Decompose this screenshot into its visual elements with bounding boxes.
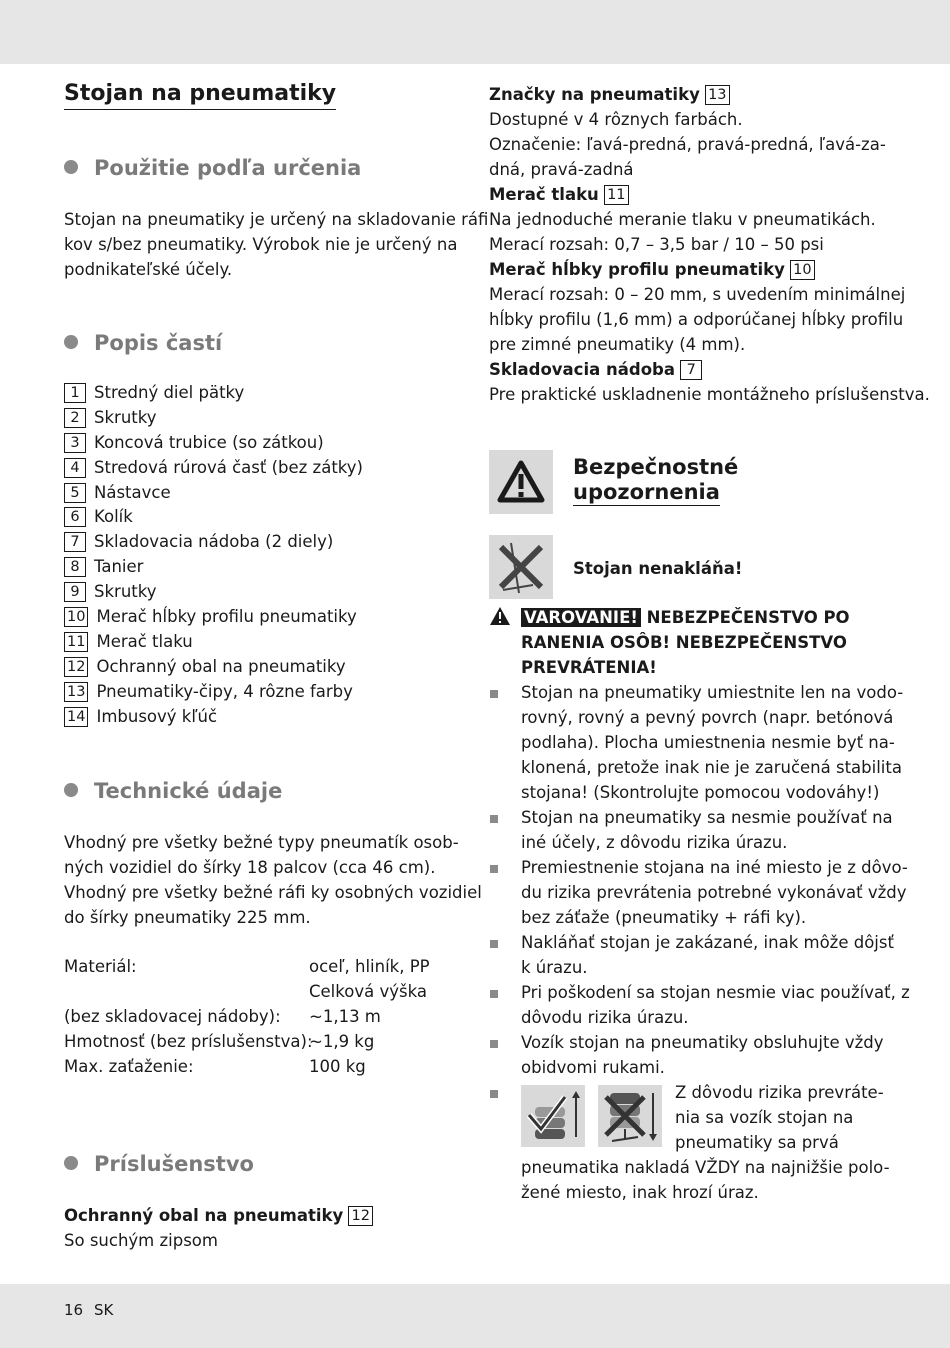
no-tilt-label: Stojan nenakláňa! bbox=[573, 559, 743, 578]
part-label: Pneumatiky-čipy, 4 rôzne farby bbox=[96, 681, 353, 701]
section-heading-text: Použitie podľa určenia bbox=[94, 156, 362, 180]
section-bullet-icon bbox=[64, 783, 78, 797]
safety-bullet-item bbox=[489, 980, 910, 1030]
accessory-title bbox=[489, 357, 930, 382]
section-bullet-icon bbox=[64, 160, 78, 174]
part-label: Imbusový kľúč bbox=[96, 706, 218, 726]
text-line: dôvodu rizika úrazu. bbox=[521, 1008, 689, 1027]
text-line: stojana! (Skontrolujte pomocou vodováhy!) bbox=[521, 783, 880, 802]
part-label: Skrutky bbox=[94, 582, 157, 602]
part-number-badge: 5 bbox=[64, 483, 86, 503]
accessory-title-text: Merač tlaku bbox=[489, 185, 599, 204]
part-number-badge: 9 bbox=[64, 582, 86, 602]
page-footer-band bbox=[0, 1284, 950, 1348]
warning-text: RANENIA OSÔB! NEBEZPEČENSTVO bbox=[521, 633, 847, 652]
no-tilt-icon bbox=[489, 535, 553, 599]
part-label: Merač hĺbky profilu pneumatiky bbox=[96, 607, 357, 627]
tech-text bbox=[64, 830, 482, 930]
accessory-text-line: pre zimné pneumatiky (4 mm). bbox=[489, 335, 746, 354]
accessory-title-text: Značky na pneumatiky bbox=[489, 85, 700, 104]
spec-value: ~1,13 m bbox=[309, 1007, 381, 1026]
text-line: Stojan na pneumatiky sa nesmie používať na bbox=[521, 808, 893, 827]
spec-row bbox=[64, 1029, 464, 1054]
warning-text: PREVRÁTENIA! bbox=[521, 658, 657, 677]
accessory-title bbox=[489, 182, 930, 207]
accessory-text-line: Merací rozsah: 0 – 20 mm, s uvedením minimálnej bbox=[489, 285, 906, 304]
accessory-title bbox=[64, 1203, 373, 1228]
text-line: pneumatika nakladá VŽDY na najnižšie polo- bbox=[521, 1158, 890, 1177]
part-number-badge: 6 bbox=[64, 507, 86, 527]
square-bullet-icon bbox=[490, 990, 498, 998]
warning-line bbox=[489, 605, 850, 630]
parts-list-item bbox=[64, 580, 363, 605]
section-heading-text: Príslušenstvo bbox=[94, 1152, 254, 1176]
page-number: 16 bbox=[64, 1301, 84, 1319]
square-bullet-icon bbox=[490, 1090, 498, 1098]
text-line: podnikateľské účely. bbox=[64, 260, 233, 279]
section-bullet-icon bbox=[64, 1156, 78, 1170]
section-heading-text: Technické údaje bbox=[94, 779, 283, 803]
spec-table bbox=[64, 954, 464, 1079]
text-line: nia sa vozík stojan na bbox=[675, 1108, 854, 1127]
spec-row bbox=[64, 954, 464, 979]
spec-value: oceľ, hliník, PP bbox=[309, 957, 430, 976]
square-bullet-icon bbox=[490, 940, 498, 948]
part-number-badge: 7 bbox=[64, 532, 86, 552]
accessory-title-text: Skladovacia nádoba bbox=[489, 360, 675, 379]
section-heading-text: Popis častí bbox=[94, 331, 223, 355]
section-heading-accessories bbox=[64, 1151, 254, 1177]
part-number-badge: 13 bbox=[705, 85, 729, 105]
spec-key: Materiál: bbox=[64, 957, 137, 976]
parts-list-item bbox=[64, 505, 363, 530]
section-heading-parts bbox=[64, 330, 222, 356]
spec-key: Hmotnosť (bez príslušenstva): bbox=[64, 1032, 313, 1051]
text-line: kov s/bez pneumatiky. Výrobok nie je určený na bbox=[64, 235, 458, 254]
square-bullet-icon bbox=[490, 1040, 498, 1048]
text-line: žené miesto, inak hrozí úraz. bbox=[521, 1183, 759, 1202]
tire-loading-wrong-icon bbox=[598, 1085, 662, 1147]
accessory-text-line: Dostupné v 4 rôznych farbách. bbox=[489, 110, 743, 129]
text-line: Nakláňať stojan je zakázané, inak môže dôjsť bbox=[521, 933, 894, 952]
accessory-text-line: Na jednoduché meranie tlaku v pneumatikách. bbox=[489, 210, 876, 229]
text-line: bez záťaže (pneumatiky + ráfi ky). bbox=[521, 908, 807, 927]
part-number-badge: 10 bbox=[790, 260, 814, 280]
safety-bullet-item bbox=[489, 855, 910, 930]
safety-bullet-item bbox=[489, 1030, 910, 1080]
text-line: rovný, rovný a pevný povrch (napr. betónová bbox=[521, 708, 894, 727]
text-line: Pri poškodení sa stojan nesmie viac používať, z bbox=[521, 983, 910, 1002]
safety-heading-line: upozornenia bbox=[573, 480, 720, 504]
parts-list-item bbox=[64, 456, 363, 481]
text-line: du rizika prevrátenia potrebné vykonávať vždy bbox=[521, 883, 907, 902]
safety-heading-line: Bezpečnostné bbox=[573, 455, 739, 479]
part-number-badge: 3 bbox=[64, 433, 86, 453]
text-line: pneumatiky sa prvá bbox=[675, 1133, 839, 1152]
parts-list-item bbox=[64, 431, 363, 456]
part-label: Merač tlaku bbox=[96, 631, 193, 651]
parts-list-item bbox=[64, 555, 363, 580]
part-number-badge: 12 bbox=[64, 657, 88, 677]
part-number-badge: 12 bbox=[348, 1206, 372, 1226]
part-label: Skladovacia nádoba (2 diely) bbox=[94, 532, 334, 552]
page-header-band bbox=[0, 0, 950, 64]
warning-block bbox=[489, 605, 850, 680]
tire-loading-ok-icon bbox=[521, 1085, 585, 1147]
text-line: klonená, pretože inak nie je zaručená stabilita bbox=[521, 758, 902, 777]
part-number-badge: 4 bbox=[64, 458, 86, 478]
spec-key: (bez skladovacej nádoby): bbox=[64, 1007, 281, 1026]
part-number-badge: 7 bbox=[680, 360, 702, 380]
square-bullet-icon bbox=[490, 865, 498, 873]
part-label: Nástavce bbox=[94, 482, 171, 502]
accessory-text-line: hĺbky profilu (1,6 mm) a odporúčanej hĺbky profilu bbox=[489, 310, 904, 329]
safety-bullet-item bbox=[489, 680, 910, 805]
safety-bullet-item bbox=[489, 930, 910, 980]
parts-list-item bbox=[64, 605, 363, 630]
part-label: Tanier bbox=[94, 557, 144, 577]
accessory-title-text: Ochranný obal na pneumatiky bbox=[64, 1206, 344, 1225]
parts-list-item bbox=[64, 705, 363, 730]
part-label: Skrutky bbox=[94, 407, 157, 427]
text-line: Vhodný pre všetky bežné typy pneumatík osob- bbox=[64, 833, 459, 852]
text-line: k úrazu. bbox=[521, 958, 588, 977]
spec-row bbox=[64, 1004, 464, 1029]
part-number-badge: 14 bbox=[64, 707, 88, 727]
text-line: Stojan na pneumatiky umiestnite len na vodo- bbox=[521, 683, 904, 702]
parts-list-item bbox=[64, 406, 363, 431]
text-line: Vhodný pre všetky bežné ráfi ky osobných vozidiel bbox=[64, 883, 482, 902]
accessory-title-text: Merač hĺbky profilu pneumatiky bbox=[489, 260, 785, 279]
page-title: Stojan na pneumatiky bbox=[64, 80, 336, 110]
text-line: podlaha). Plocha umiestnenia nesmie byť na- bbox=[521, 733, 895, 752]
part-number-badge: 2 bbox=[64, 408, 86, 428]
safety-bullet-item bbox=[489, 805, 910, 855]
part-number-badge: 11 bbox=[604, 185, 628, 205]
safety-bullets bbox=[489, 680, 910, 1080]
part-label: Ochranný obal na pneumatiky bbox=[96, 656, 346, 676]
accessory-text-line: dná, pravá-zadná bbox=[489, 160, 634, 179]
parts-list-item bbox=[64, 655, 363, 680]
text-line: Vozík stojan na pneumatiky obsluhujte vždy bbox=[521, 1033, 884, 1052]
part-number-badge: 13 bbox=[64, 682, 88, 702]
warning-label: VAROVANIE! bbox=[521, 608, 641, 627]
square-bullet-icon bbox=[490, 690, 498, 698]
text-line: Stojan na pneumatiky je určený na skladovanie ráfi bbox=[64, 210, 489, 229]
text-line: Z dôvodu rizika prevráte- bbox=[675, 1083, 884, 1102]
part-number-badge: 8 bbox=[64, 557, 86, 577]
intended-use-text bbox=[64, 207, 488, 282]
parts-list-item bbox=[64, 530, 363, 555]
text-line: Premiestnenie stojana na iné miesto je z dôvo- bbox=[521, 858, 908, 877]
text-line: ných vozidiel do šírky 18 palcov (cca 46 cm). bbox=[64, 858, 436, 877]
warning-text: NEBEZPEČENSTVO PO bbox=[646, 608, 850, 627]
text-line: obidvomi rukami. bbox=[521, 1058, 665, 1077]
accessory-text-line: Označenie: ľavá-predná, pravá-predná, ľavá-za- bbox=[489, 135, 886, 154]
accessory-text-line: Merací rozsah: 0,7 – 3,5 bar / 10 – 50 psi bbox=[489, 235, 824, 254]
parts-list bbox=[64, 381, 363, 729]
part-number-badge: 10 bbox=[64, 607, 88, 627]
accessories-list bbox=[489, 82, 930, 407]
accessory-title bbox=[489, 257, 930, 282]
spec-value: 100 kg bbox=[309, 1057, 366, 1076]
safety-heading bbox=[573, 455, 738, 506]
spec-value: ~1,9 kg bbox=[309, 1032, 375, 1051]
section-heading-intended-use bbox=[64, 155, 361, 181]
parts-list-item bbox=[64, 680, 363, 705]
parts-list-item bbox=[64, 381, 363, 406]
spec-value: Celková výška bbox=[309, 982, 427, 1001]
part-label: Stredová rúrová časť (bez zátky) bbox=[94, 457, 363, 477]
part-label: Koncová trubice (so zátkou) bbox=[94, 432, 324, 452]
spec-key: Max. zaťaženie: bbox=[64, 1057, 194, 1076]
part-label: Kolík bbox=[94, 507, 133, 527]
accessory-text: So suchým zipsom bbox=[64, 1231, 218, 1250]
accessory-text-line: Pre praktické uskladnenie montážneho príslušenstva. bbox=[489, 385, 930, 404]
text-line: iné účely, z dôvodu rizika úrazu. bbox=[521, 833, 788, 852]
spec-row bbox=[64, 979, 464, 1004]
parts-list-item bbox=[64, 481, 363, 506]
spec-row bbox=[64, 1054, 464, 1079]
parts-list-item bbox=[64, 630, 363, 655]
warning-small-icon bbox=[489, 605, 515, 630]
part-label: Stredný diel pätky bbox=[94, 383, 245, 402]
accessory-title bbox=[489, 82, 930, 107]
text-line: do šírky pneumatiky 225 mm. bbox=[64, 908, 311, 927]
page-language: SK bbox=[94, 1301, 114, 1319]
section-bullet-icon bbox=[64, 335, 78, 349]
part-number-badge: 11 bbox=[64, 632, 88, 652]
square-bullet-icon bbox=[490, 815, 498, 823]
warning-triangle-icon bbox=[489, 450, 553, 514]
part-number-badge: 1 bbox=[64, 383, 86, 403]
section-heading-tech bbox=[64, 778, 282, 804]
